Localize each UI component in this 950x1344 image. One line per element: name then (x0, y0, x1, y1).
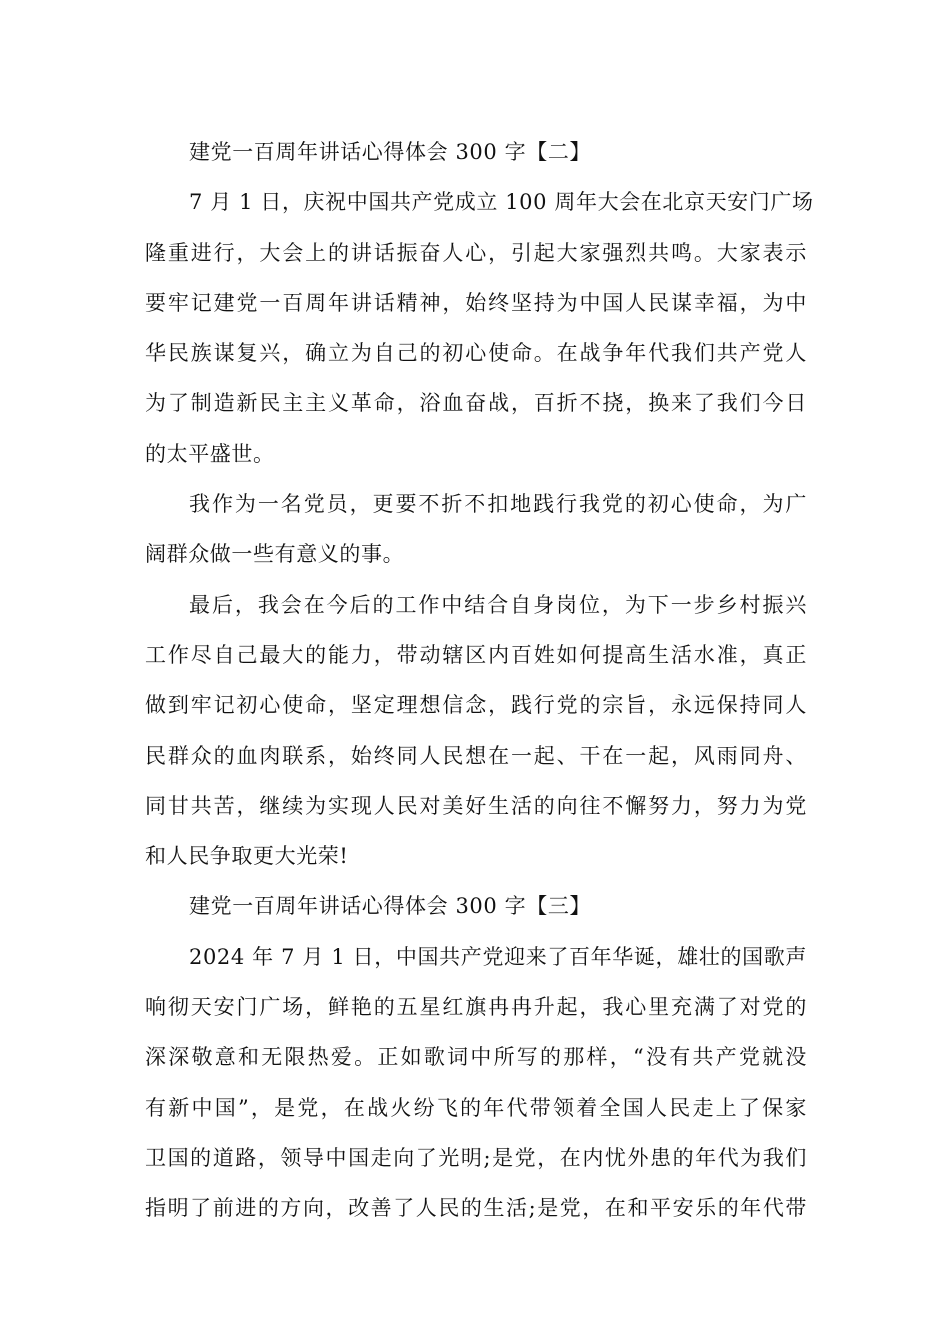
paragraph-line: 阔群众做一些有意义的事。 (145, 542, 405, 567)
paragraph-line: 7 月 1 日，庆祝中国共产党成立 100 周年大会在北京天安门广场 (189, 190, 814, 215)
paragraph-line: 的太平盛世。 (145, 441, 275, 466)
paragraph-line: 我作为一名党员，更要不折不扣地践行我党的初心使命，为广 (189, 492, 807, 517)
paragraph-line: 有新中国”，是党，在战火纷飞的年代带领着全国人民走上了保家 (145, 1095, 807, 1120)
body-paragraph (145, 483, 807, 584)
paragraph-line: 工作尽自己最大的能力，带动辖区内百姓如何提高生活水准，真正 (145, 642, 807, 667)
paragraph-line: 为了制造新民主主义革命，浴血奋战，百折不挠，换来了我们今日 (145, 391, 807, 416)
paragraph-line: 2024 年 7 月 1 日，中国共产党迎来了百年华诞，雄壮的国歌声 (189, 944, 807, 969)
paragraph-line: 深深敬意和无限热爱。正如歌词中所写的那样，“没有共产党就没 (145, 1045, 807, 1070)
paragraph-line: 指明了前进的方向，改善了人民的生活;是党，在和平安乐的年代带 (145, 1196, 807, 1221)
body-paragraph (145, 584, 807, 886)
heading-text: 建党一百周年讲话心得体会 300 字【三】 (189, 894, 592, 919)
section-heading (145, 131, 807, 181)
paragraph-line: 做到牢记初心使命，坚定理想信念，践行党的宗旨，永远保持同人 (145, 693, 807, 718)
paragraph-line: 民群众的血肉联系，始终同人民想在一起、干在一起，风雨同舟、 (145, 743, 807, 768)
heading-text: 建党一百周年讲话心得体会 300 字【二】 (189, 140, 592, 164)
document-body (145, 131, 814, 1238)
paragraph-line: 华民族谋复兴，确立为自己的初心使命。在战争年代我们共产党人 (145, 341, 807, 366)
section-heading (145, 885, 807, 935)
paragraph-line: 卫国的道路，领导中国走向了光明;是党，在内忧外患的年代为我们 (145, 1145, 807, 1170)
paragraph-line: 同甘共苦，继续为实现人民对美好生活的向往不懈努力，努力为党 (145, 793, 807, 818)
paragraph-line: 要牢记建党一百周年讲话精神，始终坚持为中国人民谋幸福，为中 (145, 290, 807, 315)
body-paragraph (145, 936, 807, 1238)
paragraph-line: 响彻天安门广场，鲜艳的五星红旗冉冉升起，我心里充满了对党的 (145, 995, 807, 1020)
paragraph-line: 隆重进行，大会上的讲话振奋人心，引起大家强烈共鸣。大家表示 (145, 240, 807, 265)
body-paragraph (145, 181, 814, 483)
paragraph-line: 和人民争取更大光荣! (145, 844, 349, 869)
paragraph-line: 最后，我会在今后的工作中结合自身岗位，为下一步乡村振兴 (189, 592, 807, 617)
